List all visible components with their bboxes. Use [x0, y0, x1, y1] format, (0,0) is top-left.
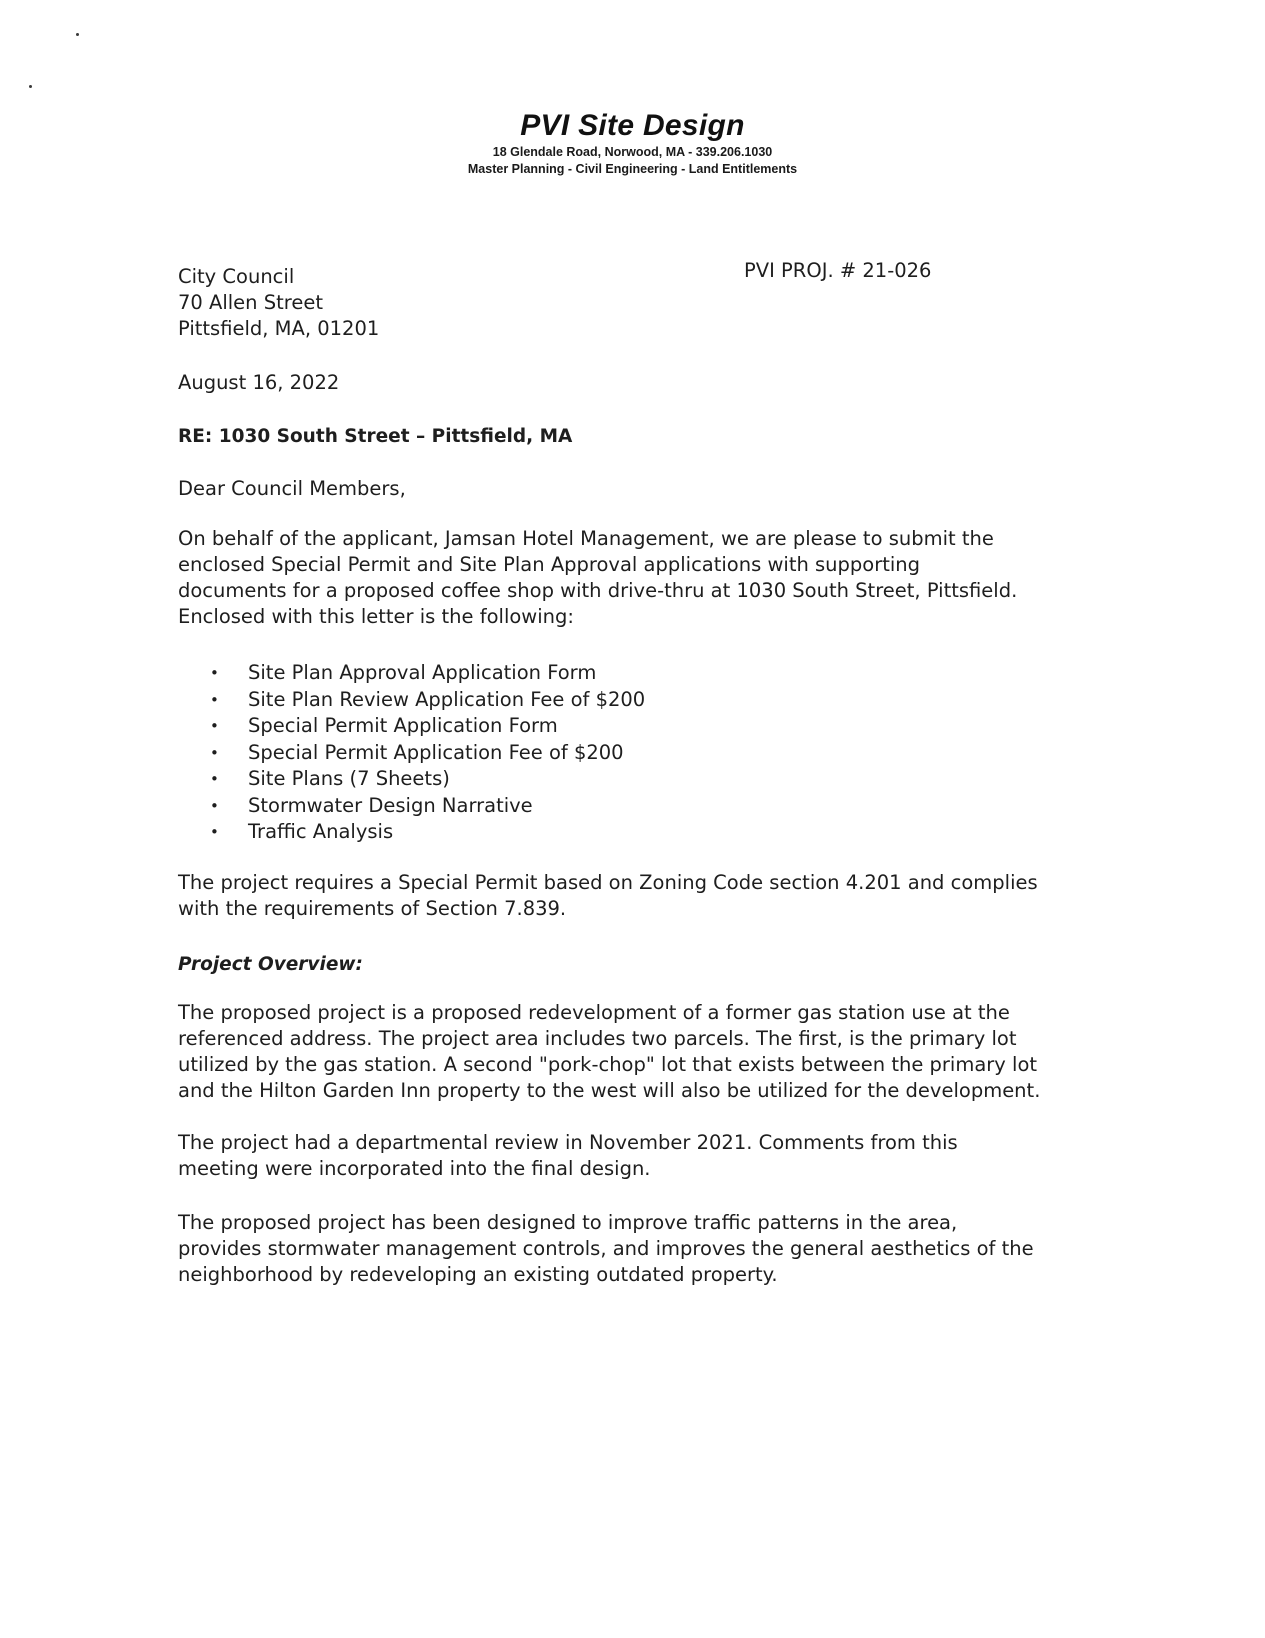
review-paragraph — [178, 1130, 958, 1182]
paragraph-line: referenced address. The project area includes two parcels. The first, is the primary lot — [178, 1027, 1017, 1050]
paragraph-line: meeting were incorporated into the final design. — [178, 1157, 651, 1180]
enclosure-label: Traffic Analysis — [248, 820, 394, 843]
paragraph-line: On behalf of the applicant, Jamsan Hotel Management, we are please to submit the — [178, 527, 994, 550]
benefits-paragraph — [178, 1210, 1034, 1288]
recipient-name: City Council — [178, 265, 295, 288]
paragraph-line: The proposed project is a proposed redevelopment of a former gas station use at the — [178, 1001, 1010, 1024]
paragraph-line: with the requirements of Section 7.839. — [178, 897, 567, 920]
paragraph-line: and the Hilton Garden Inn property to the west will also be utilized for the development. — [178, 1079, 1041, 1102]
enclosure-item — [210, 660, 645, 687]
paragraph-line: documents for a proposed coffee shop with drive-thru at 1030 South Street, Pittsfield. — [178, 579, 1018, 602]
enclosure-list — [210, 660, 645, 846]
bullet-icon: • — [210, 743, 219, 762]
bullet-icon: • — [210, 690, 219, 709]
overview-paragraph — [178, 1000, 1040, 1104]
enclosure-label: Stormwater Design Narrative — [248, 793, 533, 817]
intro-paragraph — [178, 526, 1017, 630]
bullet-icon: • — [210, 796, 219, 815]
zoning-paragraph — [178, 870, 1038, 922]
paragraph-line: The project requires a Special Permit based on Zoning Code section 4.201 and complies — [178, 871, 1038, 894]
paragraph-line: provides stormwater management controls, and improves the general aesthetics of the — [178, 1237, 1034, 1260]
salutation: Dear Council Members, — [178, 477, 406, 500]
company-address: 18 Glendale Road, Norwood, MA - 339.206.1030 — [492, 145, 773, 159]
recipient-street: 70 Allen Street — [178, 291, 323, 314]
enclosure-label: Special Permit Application Fee of $200 — [248, 740, 624, 764]
recipient-city: Pittsfield, MA, 01201 — [178, 317, 380, 340]
enclosure-item — [210, 740, 645, 767]
bullet-icon: • — [210, 823, 219, 841]
paragraph-line: The proposed project has been designed to improve traffic patterns in the area, — [178, 1211, 958, 1234]
letterhead — [0, 108, 1265, 178]
enclosure-item — [210, 793, 645, 820]
company-name: PVI Site Design — [520, 109, 745, 142]
paragraph-line: utilized by the gas station. A second "pork-chop" lot that exists between the primary lot — [178, 1053, 1038, 1076]
paragraph-line: enclosed Special Permit and Site Plan Approval applications with supporting — [178, 553, 921, 576]
recipient-address — [178, 264, 379, 342]
enclosure-label: Site Plan Approval Application Form — [248, 661, 597, 684]
paragraph-line: neighborhood by redeveloping an existing outdated property. — [178, 1263, 778, 1286]
bullet-icon: • — [210, 770, 219, 788]
project-number: PVI PROJ. # 21-026 — [744, 259, 932, 282]
enclosure-item — [210, 687, 645, 714]
bullet-icon: • — [210, 664, 219, 682]
enclosure-label: Site Plan Review Application Fee of $200 — [248, 687, 646, 711]
paragraph-line: The project had a departmental review in November 2021. Comments from this — [178, 1131, 958, 1154]
enclosure-item — [210, 819, 645, 846]
enclosure-label: Special Permit Application Form — [248, 714, 558, 737]
enclosure-item — [210, 713, 645, 740]
scan-speck — [76, 33, 79, 36]
scan-speck — [29, 85, 32, 88]
bullet-icon: • — [210, 717, 219, 735]
enclosure-item — [210, 766, 645, 793]
overview-heading: Project Overview: — [178, 954, 363, 975]
company-services: Master Planning - Civil Engineering - Land Entitlements — [467, 162, 798, 176]
letter-date: August 16, 2022 — [178, 371, 340, 394]
subject-line: RE: 1030 South Street – Pittsfield, MA — [178, 426, 573, 447]
enclosure-label: Site Plans (7 Sheets) — [248, 767, 450, 790]
paragraph-line: Enclosed with this letter is the following: — [178, 605, 574, 628]
